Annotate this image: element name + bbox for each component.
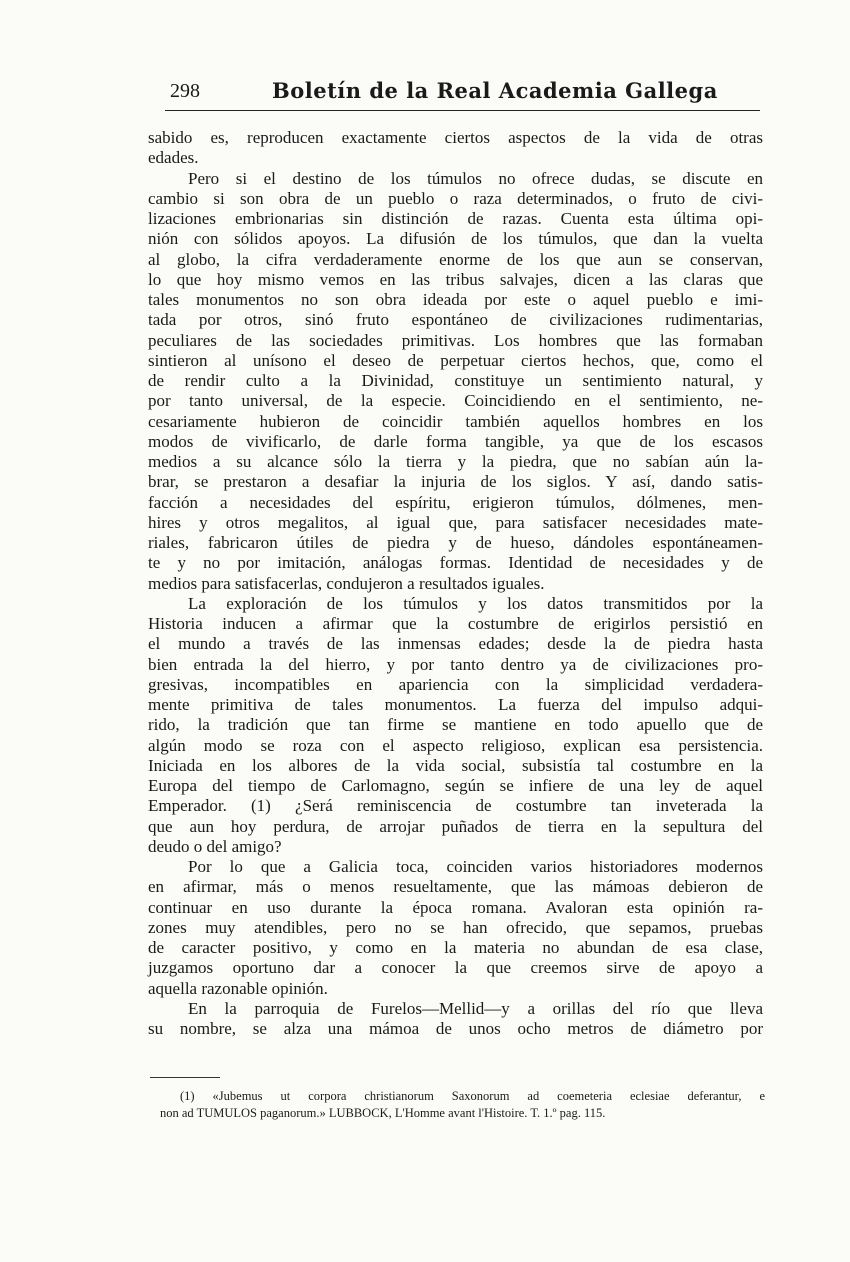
text-line: Emperador. (1) ¿Será reminiscencia de costumbre tan inveterada la (148, 796, 763, 816)
running-title: Boletín de la Real Academia Gallega (272, 78, 718, 103)
text-line: hires y otros megalitos, al igual que, para satisfacer necesidades mate- (148, 512, 763, 532)
text-line: Historia inducen a afirmar que la costumbre de erigirlos persistió en (148, 614, 763, 633)
text-line: nión con sólidos apoyos. La difusión de los túmulos, que dan la vuelta (148, 229, 763, 249)
text-line: cesariamente hubieron de coincidir también aquellos hombres en los (148, 411, 763, 431)
text-line: te y no por imitación, análogas formas. Identidad de necesidades y de (148, 553, 763, 573)
page-number: 298 (170, 80, 200, 102)
text-line: facción a necesidades del espíritu, erigieron túmulos, dólmenes, men- (148, 492, 763, 512)
text-line: por tanto universal, de la especie. Coincidiendo en el sentimiento, ne- (148, 391, 763, 411)
text-line: La exploración de los túmulos y los datos transmitidos por la (188, 593, 763, 613)
footnote-line: (1) «Jubemus ut corpora christianorum Saxonorum ad coemeteria eclesiae deferantur, e (180, 1089, 765, 1103)
text-line: riales, fabricaron útiles de piedra y de hueso, dándoles espontáneamen- (148, 533, 763, 552)
text-line: zones muy atendibles, pero no se han ofrecido, que sepamos, pruebas (148, 917, 763, 937)
text-line: continuar en uso durante la época romana. Avaloran esta opinión ra- (148, 897, 763, 917)
body-text (148, 128, 763, 1039)
text-line: juzgamos oportuno dar a conocer la que creemos sirve de apoyo a (148, 958, 763, 978)
footnote (160, 1088, 765, 1122)
text-line: lo que hoy mismo vemos en las tribus salvajes, dicen a las claras que (148, 269, 763, 289)
text-line: sabido es, reproducen exactamente ciertos aspectos de la vida de otras (148, 128, 763, 147)
text-line: el mundo a través de las inmensas edades; desde la de piedra hasta (148, 634, 763, 654)
text-line: de caracter positivo, y como en la materia no abundan de esa clase, (148, 938, 763, 957)
text-line: gresivas, incompatibles en apariencia con la simplicidad verdadera- (148, 674, 763, 694)
text-line: en afirmar, más o menos resueltamente, que las mámoas debieron de (148, 877, 763, 897)
text-line: Por lo que a Galicia toca, coinciden varios historiadores modernos (188, 857, 763, 876)
page-header (165, 80, 760, 108)
text-line: Europa del tiempo de Carlomagno, según se infiere de una ley de aquel (148, 776, 763, 795)
header-rule (165, 110, 760, 111)
text-line: peculiares de las sociedades primitivas. Los hombres que las formaban (148, 330, 763, 350)
text-line: lizaciones embrionarias sin distinción de razas. Cuenta esta última opi- (148, 209, 763, 228)
text-line: cambio si son obra de un pueblo o raza determinados, o fruto de civi- (148, 188, 763, 208)
text-line: deudo o del amigo? (148, 836, 282, 856)
text-line: mente primitiva de tales monumentos. La fuerza del impulso adqui- (148, 695, 763, 714)
text-line: de rendir culto a la Divinidad, constituye un sentimiento natural, y (148, 371, 763, 390)
text-line: su nombre, se alza una mámoa de unos ocho metros de diámetro por (148, 1019, 763, 1038)
text-line: Pero si el destino de los túmulos no ofrece dudas, se discute en (188, 168, 763, 188)
text-line: aquella razonable opinión. (148, 978, 328, 998)
text-line: tada por otros, sinó fruto espontáneo de civilizaciones rudimentarias, (148, 310, 763, 330)
text-line: sintieron al unísono el deseo de perpetuar ciertos hechos, que, como el (148, 350, 763, 370)
text-line: al globo, la cifra verdaderamente enorme de los que aun se conservan, (148, 249, 763, 269)
footnote-line: non ad TUMULOS paganorum.» LUBBOCK, L'Homme avant l'Histoire. T. 1.º pag. 115. (160, 1106, 606, 1120)
text-line: modos de vivificarlo, de darle forma tangible, ya que de los escasos (148, 431, 763, 451)
text-line: Iniciada en los albores de la vida social, subsistía tal costumbre en la (148, 755, 763, 775)
text-line: En la parroquia de Furelos—Mellid—y a orillas del río que lleva (188, 998, 763, 1018)
text-line: que aun hoy perdura, de arrojar puñados de tierra en la sepultura del (148, 816, 763, 836)
text-line: medios a su alcance sólo la tierra y la piedra, que no sabían aún la- (148, 452, 763, 471)
footnote-rule (150, 1077, 220, 1078)
text-line: bien entrada la del hierro, y por tanto dentro ya de civilizaciones pro- (148, 654, 763, 674)
text-line: rido, la tradición que tan firme se mantiene en todo apuello que de (148, 715, 763, 735)
text-line: brar, se prestaron a desafiar la injuria de los siglos. Y así, dando satis- (148, 472, 763, 492)
text-line: edades. (148, 148, 199, 168)
text-line: tales monumentos no son obra ideada por este o aquel pueblo e imi- (148, 290, 763, 309)
text-line: medios para satisfacerlas, condujeron a resultados iguales. (148, 573, 545, 593)
text-line: algún modo se roza con el aspecto religioso, explican esa persistencia. (148, 735, 763, 755)
